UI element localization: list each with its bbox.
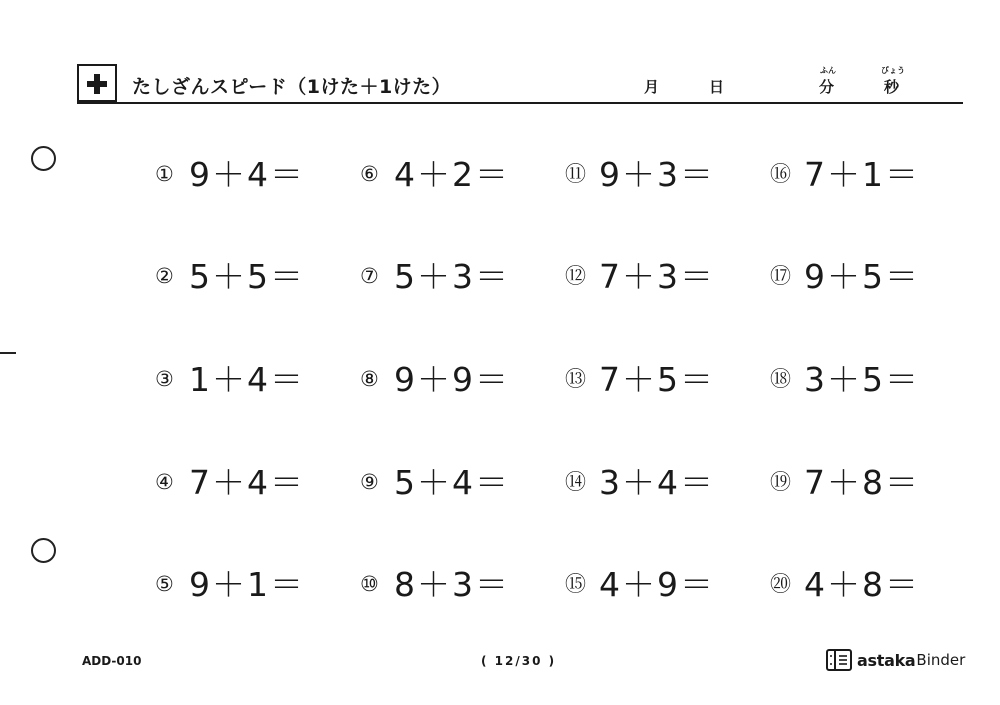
problem-number: ⑪: [565, 161, 586, 186]
problem-expression: 8＋3＝: [394, 564, 510, 604]
day-label: 日: [709, 78, 725, 96]
problem-number: ⑧: [360, 366, 379, 391]
problem-number: ⑭: [565, 469, 586, 494]
problem-item: [360, 256, 510, 296]
problem-number: ⑨: [360, 469, 379, 494]
problem-item: [155, 564, 305, 604]
fold-mark: [0, 352, 16, 354]
problem-number: ⑥: [360, 161, 379, 186]
problem-number: ⑯: [770, 161, 791, 186]
worksheet-title: たしざんスピード（1けた＋1けた）: [132, 76, 452, 98]
minutes-ruby: ふん: [820, 66, 836, 75]
worksheet-header: [77, 64, 963, 104]
problem-expression: 3＋5＝: [804, 359, 920, 399]
problem-item: [155, 359, 305, 399]
problem-number: ②: [155, 263, 174, 288]
problem-item: [770, 462, 920, 502]
problem-expression: 5＋5＝: [189, 256, 305, 296]
problem-expression: 4＋9＝: [599, 564, 715, 604]
problem-expression: 5＋3＝: [394, 256, 510, 296]
problem-number: ④: [155, 469, 174, 494]
problem-item: [360, 359, 510, 399]
problem-expression: 9＋1＝: [189, 564, 305, 604]
problem-item: [565, 462, 715, 502]
problem-expression: 9＋4＝: [189, 154, 305, 194]
problem-expression: 7＋5＝: [599, 359, 715, 399]
brand-sub: Binder: [916, 651, 966, 669]
plus-icon: [77, 64, 117, 102]
problem-item: [155, 154, 305, 194]
problem-number: ⑮: [565, 571, 586, 596]
problem-expression: 7＋3＝: [599, 256, 715, 296]
binder-hole-bottom: [31, 538, 56, 563]
brand-logo: [826, 649, 965, 671]
problem-expression: 1＋4＝: [189, 359, 305, 399]
problem-number: ⑫: [565, 263, 586, 288]
problem-item: [770, 256, 920, 296]
minutes-label: 分: [819, 78, 835, 96]
problem-expression: 7＋1＝: [804, 154, 920, 194]
problem-expression: 4＋2＝: [394, 154, 510, 194]
worksheet-code: ADD-010: [82, 654, 142, 668]
problem-number: ⑲: [770, 469, 791, 494]
problem-number: ⑬: [565, 366, 586, 391]
seconds-label: 秒: [884, 78, 900, 96]
problem-item: [770, 359, 920, 399]
problem-item: [360, 564, 510, 604]
problem-item: [155, 256, 305, 296]
problem-item: [770, 564, 920, 604]
problem-item: [565, 154, 715, 194]
problem-item: [565, 256, 715, 296]
problem-item: [155, 462, 305, 502]
problem-number: ⑰: [770, 263, 791, 288]
problem-number: ⑩: [360, 571, 379, 596]
problem-number: ⑤: [155, 571, 174, 596]
problem-number: ③: [155, 366, 174, 391]
binder-hole-top: [31, 146, 56, 171]
problem-number: ⑱: [770, 366, 791, 391]
brand-name: astaka: [857, 650, 916, 670]
binder-icon: [826, 649, 852, 671]
problem-item: [565, 564, 715, 604]
problem-expression: 9＋3＝: [599, 154, 715, 194]
problem-expression: 5＋4＝: [394, 462, 510, 502]
problem-number: ⑳: [770, 571, 791, 596]
month-label: 月: [644, 78, 660, 96]
page-indicator: ( 12/30 ): [481, 654, 557, 668]
problem-expression: 4＋8＝: [804, 564, 920, 604]
problem-item: [565, 359, 715, 399]
problem-expression: 3＋4＝: [599, 462, 715, 502]
problem-item: [360, 462, 510, 502]
problem-number: ⑦: [360, 263, 379, 288]
problem-number: ①: [155, 161, 174, 186]
seconds-ruby: びょう: [881, 66, 905, 75]
problem-expression: 9＋9＝: [394, 359, 510, 399]
problem-expression: 9＋5＝: [804, 256, 920, 296]
problem-expression: 7＋8＝: [804, 462, 920, 502]
problem-expression: 7＋4＝: [189, 462, 305, 502]
header-rule: [77, 102, 963, 104]
problem-item: [770, 154, 920, 194]
problem-item: [360, 154, 510, 194]
